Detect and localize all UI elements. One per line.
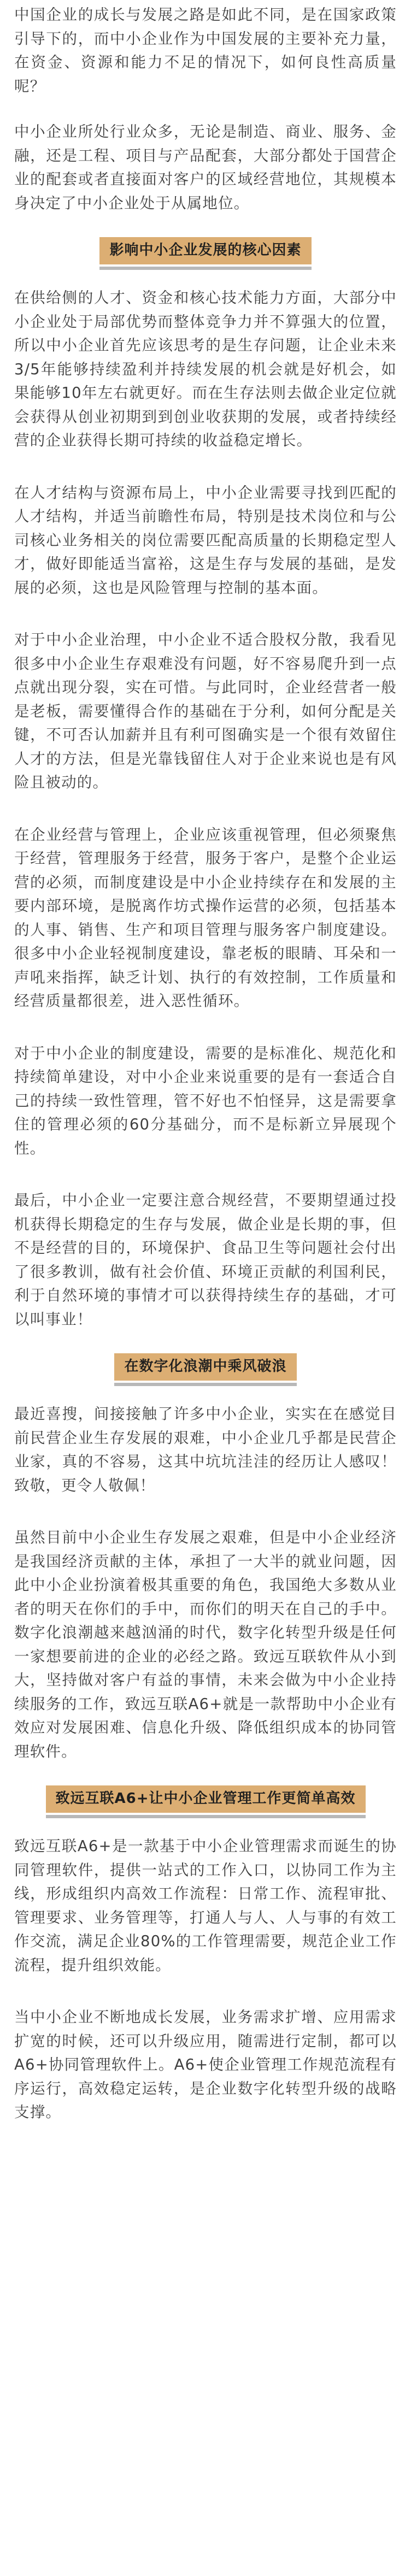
section3-paragraph-1: 致远互联A6+是一款基于中小企业管理需求而诞生的协同管理软件，提供一站式的工作入口，以协同工作为主线，形成组织内高效工作流程：日常工作、流程审批、管理要求、业务管理等，打通人与人、人与事的有效工作交流，满足企业80%的工作管理需要，规范企业工作流程，提升组织效能。	[14, 1837, 397, 1974]
section-heading-core-factors: 影响中小企业发展的核心因素	[99, 237, 311, 264]
section1-paragraph-5: 对于中小企业的制度建设，需要的是标准化、规范化和持续简单建设，对中小企业来说重要的是有一套适合自己的持续一致性管理，管不好也不怕怪异，这是需要拿住的管理必须的60分基础分，而不是标新立异展现个性。	[14, 1044, 397, 1157]
section3-paragraph-2: 当中小企业不断地成长发展，业务需求扩增、应用需求扩宽的时候，还可以升级应用，随需进行定制，都可以A6+协同管理软件上。A6+使企业管理工作规范流程有序运行，高效稳定运转，是企业数字化转型升级的战略支撑。	[14, 2008, 397, 2121]
section2-paragraph-1: 最近喜搜，间接接触了许多中小企业，实实在在感觉目前民营企业生存发展的艰难，中小企业几乎都是民营企业家，真的不容易，这其中坑坑洼洼的经历让人感叹！致敬，更令人敬佩！	[14, 1405, 397, 1494]
intro-paragraph-1: 中国企业的成长与发展之路是如此不同，是在国家政策引导下的，而中小企业作为中国发展的主要补充力量，在资金、资源和能力不足的情况下，如何良性高质量呢？	[14, 6, 397, 95]
section1-paragraph-6: 最后，中小企业一定要注意合规经营，不要期望通过投机获得长期稳定的生存与发展，做企业是长期的事，但不是经营的目的，环境保护、食品卫生等问题社会付出了很多教训，做有社会价值、环境正贡献的利国利民，利于自然环境的事情才可以获得持续生存的基础，才可以叫事业！	[14, 1192, 397, 1328]
section-heading-a6-product: 致远互联A6+让中小企业管理工作更简单高效	[46, 1785, 366, 1813]
intro-paragraph-2: 中小企业所处行业众多，无论是制造、商业、服务、金融，还是工程、项目与产品配套，大部分都处于国营企业的配套或者直接面对客户的区域经营地位，其规模本身决定了中小企业处于从属地位。	[14, 123, 397, 212]
section-heading-1-wrap	[14, 237, 397, 264]
section1-paragraph-4: 在企业经营与管理上，企业应该重视管理，但必须聚焦于经营，管理服务于经营，服务于客户，是整个企业运营的必须，而制度建设是中小企业持续存在和发展的主要内部环境，是脱离作坊式操作运营的必须，包括基本的人事、销售、生产和项目管理与服务客户制度建设。很多中小企业轻视制度建设，靠老板的眼睛、耳朵和一声吼来指挥，缺乏计划、执行的有效控制，工作质量和经营质量都很差，进入恶性循环。	[14, 826, 397, 1010]
section1-paragraph-2: 在人才结构与资源布局上，中小企业需要寻找到匹配的人才结构，并适当前瞻性布局，特别是技术岗位和与公司核心业务相关的岗位需要匹配高质量的长期稳定型人才，做好即能适当富裕，这是生存与发展的基础，是发展的必须，这也是风险管理与控制的基本面。	[14, 484, 397, 597]
section2-paragraph-2: 虽然目前中小企业生存发展之艰难，但是中小企业经济是我国经济贡献的主体，承担了一大半的就业问题，因此中小企业扮演着极其重要的角色，我国绝大多数从业者的明天在你们的手中，而你们的明天在自己的手中。数字化浪潮越来越汹涌的时代，数字化转型升级是任何一家想要前进的企业的必经之路。致远互联软件从小到大，坚持做对客户有益的事情，未来会做为中小企业持续服务的工作，致远互联A6+就是一款帮助中小企业有效应对发展困难、信息化升级、降低组织成本的协同管理软件。	[14, 1529, 397, 1760]
section1-paragraph-1: 在供给侧的人才、资金和核心技术能力方面，大部分中小企业处于局部优势而整体竞争力并不算强大的位置，所以中小企业首先应该思考的是生存问题，让企业未来3/5年能够持续盈利并持续发展的机会就是好机会，如果能够10年左右就更好。而在生存法则去做企业定位就会获得从创业初期到到创业收获期的发展，或者持续经营的企业获得长期可持续的收益稳定增长。	[14, 289, 397, 449]
section-heading-digital-wave: 在数字化浪潮中乘风破浪	[114, 1353, 296, 1381]
section-heading-3-wrap	[14, 1785, 397, 1813]
section1-paragraph-3: 对于中小企业治理，中小企业不适合股权分散，我看见很多中小企业生存艰难没有问题，好不容易爬升到一点点就出现分裂，实在可惜。与此同时，企业经营者一般是老板，需要懂得合作的基础在于分利，如何分配是关键，不可否认加薪并且有利可图确实是一个很有效留住人才的方法，但是光靠钱留住人对于企业来说也是有风险且被动的。	[14, 631, 397, 791]
section-heading-2-wrap	[14, 1353, 397, 1381]
